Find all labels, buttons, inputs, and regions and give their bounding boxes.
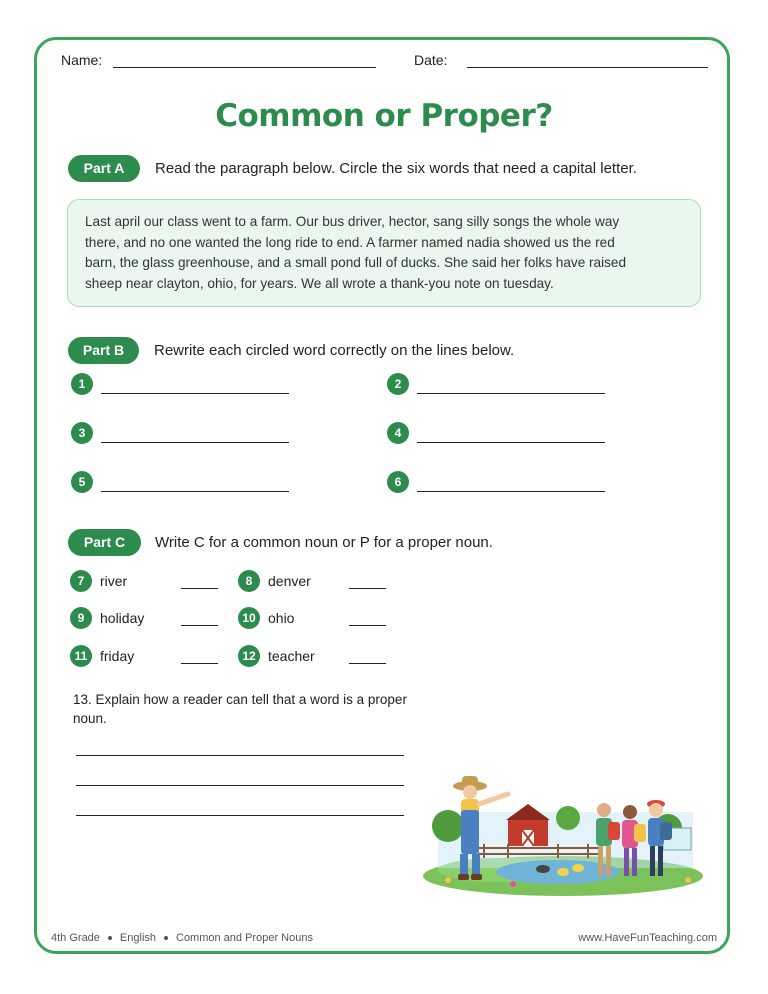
- footer-breadcrumb: [51, 932, 313, 944]
- item-blank-12[interactable]: [349, 663, 386, 664]
- name-line[interactable]: [113, 67, 376, 68]
- item-blank-8[interactable]: [349, 588, 386, 589]
- answer-number-2: 2: [387, 373, 409, 395]
- footer-grade: 4th Grade: [51, 932, 100, 944]
- barn-icon: [506, 804, 550, 846]
- item-number-10: 10: [238, 607, 260, 629]
- item-word-11: friday: [100, 648, 135, 664]
- children-icon: [596, 800, 672, 876]
- page-title: Common or Proper?: [215, 98, 553, 134]
- item-number-7: 7: [70, 570, 92, 592]
- part-c-badge: Part C: [68, 529, 141, 556]
- item-blank-7[interactable]: [181, 588, 218, 589]
- paragraph-line: barn, the glass greenhouse, and a small pond full of ducks. She said her folks have raised: [85, 255, 627, 271]
- answer-number-4: 4: [387, 422, 409, 444]
- answer-number-6: 6: [387, 471, 409, 493]
- name-label: Name:: [61, 52, 103, 68]
- item-number-12: 12: [238, 645, 260, 667]
- paragraph-line: Last april our class went to a farm. Our bus driver, hector, sang silly songs the whole way: [85, 214, 620, 229]
- paragraph-box: [67, 199, 701, 307]
- paragraph-line: there, and no one wanted the long ride to end. A farmer named nadia showed us the red: [85, 234, 615, 250]
- item-word-9: holiday: [100, 610, 145, 626]
- item-word-12: teacher: [268, 648, 315, 664]
- footer-site: www.HaveFunTeaching.com: [578, 932, 717, 944]
- q13-line-1[interactable]: [76, 755, 404, 756]
- item-blank-9[interactable]: [181, 625, 218, 626]
- farm-illustration: [418, 768, 703, 898]
- question-13: 13. Explain how a reader can tell that a word is a proper noun.: [73, 692, 407, 726]
- answer-line-2[interactable]: [417, 393, 605, 394]
- part-a-instruction: Read the paragraph below. Circle the six words that need a capital letter.: [155, 160, 637, 177]
- item-word-10: ohio: [268, 610, 295, 626]
- answer-line-1[interactable]: [101, 393, 289, 394]
- answer-line-3[interactable]: [101, 442, 289, 443]
- footer-separator: [108, 936, 112, 940]
- part-a-badge: Part A: [68, 155, 140, 182]
- answer-line-6[interactable]: [417, 491, 605, 492]
- paragraph-line: sheep near clayton, ohio, for years. We all wrote a thank-you note on tuesday.: [85, 275, 554, 291]
- q13-line-3[interactable]: [76, 815, 404, 816]
- footer-subject: English: [119, 932, 156, 944]
- footer-separator: [164, 936, 168, 940]
- part-b-badge: Part B: [68, 337, 139, 364]
- item-number-8: 8: [238, 570, 260, 592]
- answer-number-5: 5: [71, 471, 93, 493]
- item-number-9: 9: [70, 607, 92, 629]
- date-label: Date:: [414, 52, 448, 68]
- answer-line-4[interactable]: [417, 442, 605, 443]
- footer-topic: Common and Proper Nouns: [176, 932, 313, 944]
- answer-line-5[interactable]: [101, 491, 289, 492]
- item-word-8: denver: [268, 573, 311, 589]
- date-line[interactable]: [467, 67, 708, 68]
- item-blank-10[interactable]: [349, 625, 386, 626]
- answer-number-3: 3: [71, 422, 93, 444]
- item-number-11: 11: [70, 645, 92, 667]
- item-word-7: river: [100, 573, 128, 589]
- part-c-instruction: Write C for a common noun or P for a proper noun.: [155, 534, 493, 551]
- part-b-instruction: Rewrite each circled word correctly on the lines below.: [154, 342, 515, 359]
- q13-line-2[interactable]: [76, 785, 404, 786]
- answer-number-1: 1: [71, 373, 93, 395]
- item-blank-11[interactable]: [181, 663, 218, 664]
